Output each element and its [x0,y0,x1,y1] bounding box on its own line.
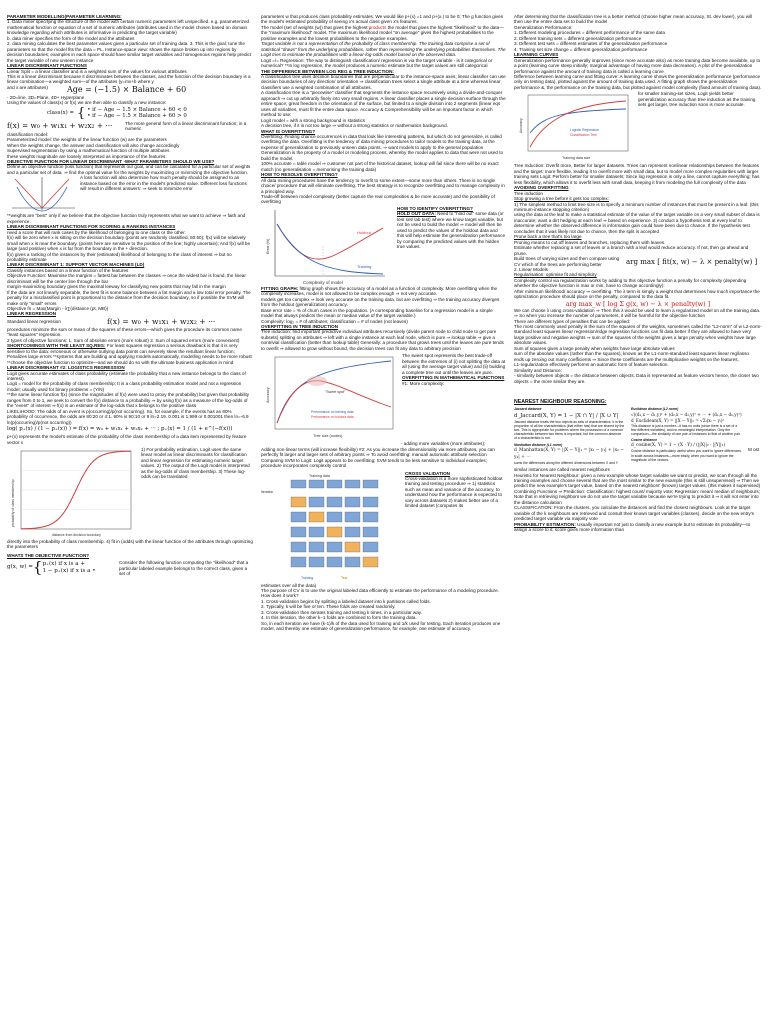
paragraph: After determining that the classification tree is a better method (choose higher mean accuracy, St. dev lower), you will then use the entire data set to build the model [514,14,753,25]
highlight-red: products [368,24,387,30]
cv-test-fold [345,542,360,552]
paragraph: The most commonly used penalty is the sum of the squares of the weights, sometimes called the "L2-norm" of w L2-norm-standard least squares linear regression/ridge regression functions can fit data better if they are allowed to have very large positive and negative weights ⇒ sum of the squares of the weights gives a large penalty when weights have large absolute values. [514,324,762,346]
heading-logreg-vs-tree: THE DIFFERENCE BETWEEN LOG REG & TREE INDUCTION: [261,68,394,74]
paragraph: margin-maximizing boundary gives the maximal leeway for classifying new points that may fall in the margin [7,284,226,290]
cv-fold [327,480,342,488]
heading-overfitting-tree: OVERFITTING IN TREE INDUCTION [261,324,339,330]
paragraph: CLASSIFICATION: From the clusters, you calculate the distances and find the closest neighbours. Look at the target variable of the k neighbours are retrieved and consult their known target variables (classes), decide on the new entry's predicted target variable via majority vote [514,505,754,522]
paragraph: Prune back a tree that's too large [514,234,582,240]
jaccard-title: Jaccard distance [514,407,542,412]
paragraph: - adding more variables (more attributes); [401,441,486,447]
cv-fold [345,480,360,488]
sigmoid-plot [7,447,135,539]
fitting-graph-tree-size [261,353,396,441]
formula-linear-fx-2: f(x) = w₀ + w₁x₁ + w₂x₂ + ··· [107,316,216,326]
paragraph: **weights are "best" only if we believe that the objective function truly represents what we want to achieve ⇒ faith and experience. [7,213,246,224]
paragraph: 2. Linear Models [514,266,548,272]
paragraph: f(x) will be zero when x is sitting on the decision boundary (points are randomly classified, 50:50); f(x) will be relatively small when x is near the boundary. (points here are sensitive to the position of the line; highly uncertain); And f(x) will be large (and positive) when x is far from the boundary in the + direction. [7,235,251,252]
paragraph: A decision tree, if it is not too large ⇒ without a strong statistics or mathematics background. [261,123,448,129]
paragraph: Estimate whether replacing a set of leaves or a branch with a leaf would reduce accuracy. If not, then go ahead and prune. [514,245,749,256]
paragraph: b. data miner specifies the form of the model and the attributes [7,35,135,41]
cv-train-fold [363,527,378,537]
paragraph: A classification tree uses decision boundaries that are perpendicular to the instance-space axes; linear classifier can use decision boundaries of any direction/ orientation ⇒ classification trees select a single attribute at a time whereas linear classifiers use a weighted combination of all attributes. [261,73,506,90]
formula-class-lhs: class(x) = [47,110,74,117]
paragraph: **the same linear function f(x) (since the magnitudes of f(x) were used to proxy the probability) but given that probability ranges from 0 to 1, we seek to convert the f(x) distance to a probability ⇒ by using f(x) as a measure of the log-odds of the "event" of interest ⇒ f(x) is an estimate of the log-odds that x belongs to the positive class [7,392,250,409]
cv-train-fold [345,512,360,522]
paragraph: 100% accurate = table model ⇒ customer not part of the historical dataset, lookup will fail since there will be no exact match (no generalisation = memorising the training data) [261,161,499,172]
cv-train-fold [309,527,324,537]
paragraph: When the weights change, the answer and classification will also change accordingly [7,142,180,148]
paragraph: Combining Functions ⇒ Prediction: Classification: highest count/ majority vote; Regression: mean/ median of neighbours; Note that in retrieving neighbors we do not use the target variable because we're trying to predict it ⇒ it will not enter into the distance calculation [514,488,760,505]
paragraph: After minimum likelihood/ accuracy ⇒ overfitting. The λ term is simply a weight that determines how much importance the optimization procedure should place on the penalty, compared to the data fit. [514,288,760,300]
paragraph: Tree induction: find important predictive individual attributes recursively (divide parent node to child node to get pure subsets) splitting on attributes ⇒ left with a single instance at each leaf node, which is pure ⇒ lookup table ⇒ give a nontrivial classification (better than lookup table) Generally: a procedure that grows trees until the leaves are pure tends to overfit ⇒ allowed to grow without bound, the decision trees can fit any data to arbitrary precision [261,329,504,351]
paragraph: Sum of squares gives a large penalty when weights have large absolute values [514,345,675,351]
paragraph: Similarity and Distance: [514,367,562,373]
cv-train-fold [327,557,342,567]
cv-train-fold [363,542,378,552]
paragraph: Generalization Performance: [514,24,573,30]
paragraph: parameters w that produces class probability estimates. We would like p+(x) =1 and p+(x.) to be 0; The g function gives the model's estimated probability of seeing x's actual class given x's features. [261,14,504,25]
paragraph: and x are attributes) [7,84,48,90]
cv-legend-training: Training [301,575,314,580]
cv-test-fold [327,527,342,537]
heading-identify-overfitting: HOW TO IDENTIFY OVERFITTING? [397,205,473,211]
paragraph: Comparing SVM to Logit: Logit appears to be overfitting; SVM tends to be less sensitive to individual examples; procedure incorporates complexity control [261,457,487,469]
paragraph: directly into the probability of class membership. 4) fit in (odds) with the linear function of the attributes through optimizing the parameters [7,539,253,550]
heading-linear-discriminant: LINEAR DISCRIMINANT FUNCTIONS [7,63,87,69]
paragraph: models get too complex ⇒ look very accurate on the training data, but are overfitting ⇒ the training accuracy diverges from the holdout (generalization) accuracy. [261,296,500,308]
cv-train-fold [345,557,360,567]
cv-train-fold [291,512,306,522]
list-item: 1. Different modeling procedures = different performance of the same data [514,30,665,36]
heading-whats-objective: WHATS THE OBJECTIVE FUNCTION? [7,552,90,558]
paragraph: the model that gives the highest "likelihood" to the data—the "maximum likelihood" model. The maximum likelihood model "on average" gives the highest probabilities to the positive examples and the lowest probabilities to the negative examples. [261,24,504,41]
cv-test-fold [291,497,306,507]
paragraph: A classification tree is a "piecewise" classifier that segments the instance space recursively using a divide-and-conquer approach ⇒ cut up arbitrarily finely into very small regions. A linear classifier places a single decision surface through the entire space; great freedom in the orientation of the surface, but limited to a single division into 2 segments (linear eqs uses all variables, must fit the entire data space. Accuracy & Comprehensibility will be an important factor in which method to use: [261,90,506,118]
graph1-x-label: Complexity of model [303,279,343,285]
sigmoid-x-label: distance from decision boundary [52,533,101,537]
formula-g-row-2: 1 − p₊(x) if x is a • [42,567,96,574]
paragraph: Using the values of class(x) or f(x) we are then able to classify a new instance: [7,100,167,106]
paragraph: Adding non-linear terms (will increase flexibility) #2: As you increase the dimensionality via more attributes, you can perfectly fit larger and larger sets of arbitrary points ⇒ To avoid overfitting: manual/ automatic attribute selection [261,446,495,458]
euclidean-formula: √((d₁,x − d₁,y)² + (d₂,x − d₂,y)² + ⋯ + (dₙ,x − dₙ,y)²) [631,411,742,417]
paragraph: Tree Induction: Overfit more, Better for larger datasets. Trees can represent nonlinear relationships between the features and the target; more flexible, leading it to overfit more with small data, but to model more complex regularities with larger training sets Logit: Perform better for smaller datasets; Since log regression is only a line, cannot capture everything; has less flexibility, which allows it to overfit less with small data, keeping it from modeling the full complexity of the data [514,163,760,185]
cv-train-fold [363,512,378,522]
graph2-x-label: Tree size (nodes) [313,434,343,439]
heading-shortcomings: SHORTCOMINGS WITH THE LEAST SQ.REG: [7,343,106,349]
paragraph: A loss function will also determine how much penalty should be assigned to an instance based on the error in the model's predicted value. Different loss functions will result in different answers: ⇒ seek to minimize error [80,175,247,192]
paragraph: Generalization is the property of a model or modeling process, whereby the model applies to data that were not used to build the model. [261,150,504,161]
cv-train-fold [291,527,306,537]
paragraph: Trade-off between model complexity (better capture the real complexities & be more accurate) and the possibility of overfitting [261,193,495,205]
lc-legend-tree: Classification Tree [570,133,597,138]
paragraph: 2 types of objective functions: 1. Sum of absolute errors (more robust) 2. Sum of squared errors (more convenient) [7,337,240,343]
paragraph: Base error rate = % of churn cases in the population. (A corresponding baseline for a regression model is a simple model that always predicts the mean or median value of the target variable.) [261,307,493,319]
cv-pool-label: Training data [309,473,330,478]
paragraph: Linear Split = a linear classifier and is a weighted sum of the values for various attributes [7,68,187,74]
paragraph: Logit = model for the probability of class membership; It is a class probability estimation model and not a regression model; usually used for binary problems = (Y/N) [7,381,242,392]
paragraph: sum of the absolute values (rather than the squares), known as the L1-norm-standard least squares linear reg/lasso [514,351,749,357]
paragraph: p+(x) represents the model's estimate of the probability of the class membership of a data item represented by feature vector x [7,434,247,445]
paragraph: for smaller training-set sizes, Logit yields better generalization accuracy than tree induction as the training sets get larger, tree induction soon is more accurate. [638,91,756,108]
list-item: 3. Different test sets = different estimates of the generalization performance [514,41,668,47]
paragraph: using the data at the leaf to make a statistical estimate of the value of the target variable on a very small subset of data is inaccurate; want a dirt hedging at each leaf ⇒ based on experience. 2) conduct a hypothesis test at every leaf to determine whether the observed difference in information gain could have been due to chance. If the hypothesis test concludes that it was likely not due to chance, then the split is accepted [514,212,760,234]
graph2-legend-holdout: Performance on holdout data [311,415,354,420]
heading-nearest-neighbour: NEAREST NEIGHBOUR REASONING: [514,399,607,406]
manhattan-description: sums the differences along the different dimensions between X and Y [514,460,619,465]
section-title-parameter-modelling: PARAMETER MODELLING(PARAMETER LEARNING: [7,14,122,19]
paragraph: classification model: [7,131,49,137]
formula-logit: log( p₊(x) / (1 − p₊(x)) ) = f(x) = w₀ + w₁x₁ + w₂x₂ + ··· ; p₊(x) = 1 / (1 + e^(−f(x))) [7,426,233,433]
paragraph: We can choose λ using cross-validation ⇒ Then this λ would be used to learn a regularized model on all the training data. ⇒ So when you increase the number of parameters, it will be harmful for the objective function [514,307,761,319]
paragraph: Define an objective function (loss function) that represents our goal, and can be calculated for a particular set of weights and a particular set of data. ⇒ find the optimal value for the weights by maximizing or minimizing the objective function. [7,164,251,175]
heading-avoiding-overfitting: AVOIDING OVERFITTING [514,185,569,191]
paragraph: The model (set of weights (w)) that gives the highest [261,24,369,30]
paragraph: Heuristic for Nearest Neighbour: given a new example whose target variable we want to predict, we scan through all the training examples and choose several that are the most similar to the new example (this is still unsupervised) ⇒ Then we predict the new example's target value, based on the nearest neighbors' (known) target values. (this makes it supervised) [514,472,761,489]
cosine-formula: d_cosine(X, Y) = 1 − (X · Y) / (||X||₂ · ||Y||₂) [631,443,726,449]
heading-hold-out: HOLD OUT DATA: [397,211,436,217]
list-item: 2. Different training sets = different generalization performance [514,35,642,41]
paragraph: This is a linear discriminant because it discriminates between the classes, and the function of the decision boundary is a linear combination—a weighted sum—of the attributes (y=mx+b where y [7,73,251,85]
heading-overfitting-math: OVERFITTING IN MATHEMATICAL FUNCTIONS [402,375,505,381]
cv-train-fold [327,512,342,522]
paragraph: Logit =/= Regression: The way to distinguish classification/ regression is via the target variable - is it categorical or numerical? **In log regression, the model produces a numeric estimate but the target values are still categorical [261,57,493,69]
paragraph: Tree induction [514,190,543,196]
list-item: 4. Training set size change = different generalization performance [514,46,648,52]
paragraph: procedures minimize the sum or mean of the squares of these errors—which gives the procedure its common name "least squares" regression. [7,326,242,338]
paragraph: Standard linear regression [7,319,61,325]
graph1-training-label: Training [357,263,372,269]
paragraph: L1-regularization effectively performs an automatic form of feature selection. [514,362,669,368]
list-item: 1. Cross-validation begins by splitting a labeled dataset into k partitions called folds. [261,598,431,604]
formula-linear-fx: f(x) = w₀ + w₁x₁ + w₂x₂ + ··· [7,120,113,130]
paragraph: 2. data mining calculates the best parameter values given a particular set of training data. 3. This is the goal; tune the parameters so that the model fits the data = PL. Instance-space view: shows the space broken up into regions by decision boundaries; examples in each space should have similar target variables and homogenous regions help predict the target variable of new unseen instance [7,41,252,63]
sigmoid-note: 1) For probability estimation, Logit uses the same linear model as linear discriminants for classification and linear regression for estimating numeric target values. 2) The output of the Logit model is interpreted as the log-odds of class membership. 3) These log-odds can be translated [141,447,250,480]
paragraph: Stop growing a tree before it gets too complex: [514,196,609,202]
paragraph: Parameterized model: the weights of the linear function (w) are the parameters [7,137,167,143]
manhattan-title: Manhattan distance (L1 norm) [514,442,563,447]
paragraph: Complexity: log₂ = # of attributes; classification = # of nodes (not leaves) [261,318,408,324]
paragraph: If the data are not linearly separable, the best fit is some balance between a fat margin and a low total error penalty. The penalty for a misclassified point is proportional to the distance from the decision boundary, so if possible the SVM will make only "small" errors [7,289,251,306]
formula-regularized-likelihood: arg max_w [ log Σ g(x, w) − λ × penalty(w) ] [565,299,711,308]
heading-resolve-overfitting: HOW TO RESOLVE OVERFITTING? [261,172,338,178]
heading-learning-curves: LEARNING CURVES [514,52,559,58]
formula-age-balance: Age = (−1.5) × Balance + 60 [67,84,187,94]
heading-what-is-overfitting: WHAT IS OVERFITTING? [261,128,316,134]
formula-note: The more general form of a linear discriminant function; in a numeric [125,120,247,132]
euclidean-title: Euclidean distance (L2 norm) [631,407,679,412]
cv-train-fold [309,542,324,552]
paragraph: similar instances are called nearest neighbours [514,467,610,473]
paragraph: estimates over all the data) [261,582,317,588]
fitting-graph-error-complexity [261,206,389,286]
paragraph: The purpose of CV is to use the original labeled data efficiently to estimate the performance of a modeling procedure. [261,588,499,594]
paragraph: LIKELIHOOD: The odds of an event is p(occurring)/p(not occurring). So, for example, if the events has an 80% probability of occurrence, the odds are 80:20 or 4:1. 90% is 90:10 or 9 ln=2.19. 0.001 is 1.999 or 0.001001 then ln=-6.9 ln(p(occurring)/p(not occurring)) [7,408,249,425]
heading-objective-function: OBJECTIVE FUNCTION FOR LINEAR DISCRIMINANT -WHAT PARAMETERS SHOULD WE USE? [7,158,215,164]
heading-cross-validation: CROSS VALIDATION [405,470,451,476]
paragraph: The sweet spot represents the best trade-off between the extremes of (i) not splitting the data at all (using the average target value) and (ii) building a complete tree out until the leaves are pure. [402,353,506,375]
cv-train-fold [309,497,324,507]
heading-svm: LINEAR DISCRIMINANT 1: SUPPORT VECTOR MACHINES (LD) [7,262,145,268]
paragraph: need a score that will rank cases by the likelihood of belonging to one class or the other. [7,229,186,235]
side-note: M ost [748,447,760,453]
paragraph: Complexity control via regularization works by adding to this objective function a penalty for complexity (depending whether the objective function is max or min, have to change accordingly): [514,277,747,289]
loss-function-plot [7,175,77,213]
column-2 [261,14,506,1020]
list-item: 3. Cross-validation then iterates training and testing k times, in a particular way. [261,609,423,615]
likelihood-note: Consider the following function computing the "likelihood" that a particular labeled example belongs to the correct class, given a set of [119,560,249,577]
list-item: 4. In this iteration, the other k−1 folds are combined to form the training data. [261,615,417,621]
cv-train-fold [345,527,360,537]
paragraph: Logit model = with a strong background in statistics [261,117,366,123]
paragraph: these weights magnitude are loosely interpreted as importance of the features: [7,153,167,159]
jaccard-formula: d_Jaccard(X, Y) = 1 − |X ∩ Y| / |X ∪ Y| [514,412,619,419]
heading-logistic-regression: LINEAR DISCRIMINANT #2: LOGISTICS REGRESSION [7,365,125,371]
paragraph: 1) The simplest method to limit tree size is to specify a minimum number of instances that must be present in a leaf. (this minimum-instance stopping criterion) [514,201,759,212]
paragraph: Classify instances based on a linear function of the features [7,267,129,273]
cv-test-fold [363,557,378,567]
cv-iteration-label: Iteration [261,489,274,494]
paragraph: Objective Function: Maximise the margins = fattest bar between the classes ⇒ once the widest bar is found, the linear discriminant will be the center line through the bar [7,273,246,284]
column-3 [514,14,762,1020]
paragraph: There are different types of penalties that can be applied: [514,318,631,324]
formula-g-lhs: g(x, w) = [7,564,33,571]
paragraph: Target variable is not a representation of the probability of class membership. The training data comprise a set of statistical "draws" from the underlying probabilities, rather than representing the underlying probabilities themselves. The Logit tries to estimate the probabilities with a linear-log-odds model based on the observed data. [261,41,506,58]
formula-class-row-2: • if − Age − 1.5 × Balance + 60 > 0 [87,113,187,120]
sigmoid-y-label: probability of class membership [11,479,15,527]
lc-y-label: Accuracy [519,118,523,134]
paragraph: fitting graph shows the accuracy of a model as a function of complexity. More overfitting when the complexity increases, model is not allowed to be complex enough ⇒ not very accurate. [261,285,498,297]
paragraph: #1: More complexity: [402,380,445,386]
lc-legend-logit: Logistic Regression [570,128,599,133]
euclidean-formula-2: d_Euclidean(X, Y) = ||X − Y||₂ = √Σᵢ(xᵢ − yᵢ)² [631,417,725,423]
learning-curve-plot [514,91,632,163]
heading-linear-regression: LINEAR REGRESSION [7,311,57,317]
list-item: 2. Typically, k will be five or ten. These folds are created randomly. [261,604,396,610]
cv-train-fold [327,497,342,507]
paragraph: f(x) gives a ranking of the instances by their (estimated) likelihood of belonging to the class of interest ⇒ but no probability estimate [7,251,232,262]
cv-fold [309,480,324,488]
paragraph: Difference between learning curve and fitting curve: A learning curve shows the generalization performance (performance only on testing data), plotted against the amount of training data used. A fitting graph shows the generalization performance &, the performance on the training data, but plotted against model complexity (fixed amount of training data). [514,73,762,90]
paragraph: - similarity between objects = the distance between objects: Data is represented as feature vectors hence, the closer two objects = the more similar they are. [514,373,759,384]
graph2-sweet-spot: "Sweet spot" [325,390,346,395]
cv-train-fold [291,542,306,552]
cosine-description: Cosine distance is particularly useful when you want to ignore differences in scale across instances—more easily, when you want to ignore the magnitude of the vectors. [631,449,742,462]
formula-class-row-1: • if − Age − 1.5 × Balance + 60 < 0 [87,106,187,113]
paragraph: Cross-validation is a more sophisticated holdout training and testing procedure ⇒ 1) statistics such as mean and variance of the accuracy, to understand how the performance is expected to vary across datasets 2) makes better use of a limited dataset (computes its [405,476,503,509]
cv-train-fold [291,557,306,567]
formula-regularization: arg max [ fit(x, w) − λ × penalty(w) ] [626,257,758,266]
paragraph: Objective fn = Max(Margin - λ∑(distance (pt, MB)) [7,306,109,312]
cv-legend-test: Test [341,575,348,580]
graph2-legend-training: Performance on training data [311,410,354,415]
paragraph: For least squares regression a serious drawback is that it is very sensitive to the data: erroneous or otherwise outlying data points can severely skew the resultant linear function; Penalizes large errors **systems that are building and applying models automatically, modelling needs to be more robust **choose the objective function to optimize—and we should do so with the ultimate business application in mind [7,343,252,365]
paragraph: So, in each iteration we have (k-1)/k of the data used for training and 1/k used for testing. Each iteration produces one model, and thereby one estimate of generalization performance, for example, one estimate of accuracy. [261,620,501,632]
cosine-title: Cosine distance [631,438,658,443]
paragraph: - 2D=line, 3D=Plane, 4D+ Hyperplane [7,94,85,100]
paragraph: Logit gives accurate estimates of class probability (estimate the probability that a new instance belongs to the class of interest). [7,370,246,382]
paragraph: How does it work? [261,593,299,599]
cv-fold [291,480,306,488]
formula-g-row-1: p₊(x) if x is a + [42,560,86,567]
paragraph: ends up zeroing out many coefficients ⇒ Since these coefficients are the multiplicative weights on the features, [514,356,739,362]
paragraph: Need to "hold out" some data (or test set/ lab test) where we know target variable, but not be used to build the model ⇒ model will then be used to predict the values of the holdout data and this will help estimate the generalization performance by comparing the predicted values with the hidden true values. [397,211,506,250]
paragraph: Regularisation: optimise fit and simplicity [514,272,597,278]
paragraph: Generalization performance generally improves (since more accurate also) as more training data become available, up to a point (learning curve steep initially; marginal advantage of having more data decreases). A plot of the generalization performance against the amount of training data is called a learning curve [514,57,761,74]
paragraph: Pruning means to cut off leaves and branches, replacing them with leaves. [514,239,666,245]
paragraph: Build trees of varying sizes and then compare using CV which of the trees are performing better [514,256,620,267]
cv-fold [363,480,378,488]
graph1-y-label: Error (%) [266,238,270,254]
paragraph: All data mining procedures have the tendency to overfit to some extent—some more than others. There is no single choice/ procedure that will eliminate overfitting. The best strategy is to recognize overfitting and to manage complexity in a principled way. [261,177,505,194]
cv-test-fold [309,512,324,522]
paragraph: 1. Data miner specifying the structure of the model with certain numeric parameters left unspecified. e.g. parameterized mathematical function or equation of a set of numeric attributes (attributes used in the model chosen based on domain knowledge regarding which attributes is informative in predicting the target variable) [7,19,250,36]
cv-train-fold [309,557,324,567]
cv-train-fold [363,497,378,507]
cross-validation-diagram [261,471,399,583]
column-1: PARAMETER MODELLING(PARAMETER LEARNING: 1. Data miner specifying the structure of the model with certain numeric parameters left unspecified. e.g. parameterized mathematical function or equation of a set of numeric attributes (attributes used in the model chosen based on domain knowledge regarding which attributes is informative in predicting the target variable) b. data miner specifies the form of the model and the attributes 2. data mining calculates the best parameter values given a particular set of training data. 3. This is the goal; tune the parameters so that the model fits the data = PL. Instance-space view: shows the space broken up into regions by decision boundaries; examples in each space should have similar target variables and homogenous regions help predict the target variable of new unseen instance LINEAR DISCRIMINANT FUNCTIONS Linear Split = a linear classifier and is a weighted sum of the values for various attributes This is a linear discriminant because it discriminates between the classes, and the function of the decision boundary is a linear combination—a weighted sum—of the attributes (y=mx+b where y and x are attributes) Age = (−1.5) × Balance + 60 - 2D=line, 3D=Plane, 4D+ Hyperplane Using the values of class(x) or f(x) we are then able to classify a new instance: class(x) = { • if − Age − 1.5 × Balance + 60 < 0 • if − Age − 1.5 × Balance + 60 > 0 f(x) = w₀ + w₁x₁ + w₂x₂ + ··· The more general form of a linear discriminant function; in a numeric classification model: Parameterized model: the weights of the linear function (w) are the parameters When the weights change, the answer and classification will also change accordingly Supervised segmentation by using a mathematical function of multiple attributes these weights magnitude are loosely interpreted as importance of the features: OBJECTIVE FUNCTION FOR LINEAR DISCRIMINANT -WHAT PARAMETERS SHOULD WE USE? Define an objective function (loss function) that represents our goal, and can be calculated for a particular set of weights and a particular set of data. ⇒ find the optimal value for the weights by maximizing or minimizing the objective function. A loss function will also determine how much penalty should be assigned to an instance based on the error in the model's predicted value. Different loss functions will result in different answers: ⇒ seek to minimize error **weights are "best" only if we believe that the objective function truly represents what we want to achieve ⇒ faith and experience. LINEAR DISCRIMINANT FUNCTIONS FOR SCORING & RANKING INSTANCES need a score that will rank cases by the likelihood of belonging to one class or the other. f(x) will be zero when x is sitting on the decision boundary (points are randomly classified, 50:50); f(x) will be relatively small when x is near the boundary. (points here are sensitive to the position of the line; highly uncertain); And f(x) will be large (and positive) when x is far from the boundary in the + direction. f(x) gives a ranking of the instances by their (estimated) likelihood of belonging to the class of interest ⇒ but no probability estimate LINEAR DISCRIMINANT 1: SUPPORT VECTOR MACHINES (LD) Classify instances based on a linear function of the features Objective Function: Maximise the margins = fattest bar between the classes ⇒ once the widest bar is found, the linear discriminant will be the center line through the bar margin-maximizing boundary gives the maximal leeway for classifying new points that may fall in the margin If the data are not linearly separable, the best fit is some balance between a fat margin and a low total error penalty. The penalty for a misclassified point is proportional to the distance from the decision boundary, so if possible the SVM will make only "small" errors Objective fn = Max(Margin - λ∑(distance (pt, MB)) LINEAR REGRESSION Standard linear regression f(x) = w₀ + w₁x₁ + w₂x₂ + ··· procedures minimize the sum or mean of the squares of these errors—which gives the procedure its common name "least squares" regression. 2 types of objective functions: 1. Sum of absolute errors (more robust) 2. Sum of squared errors (more convenient) SHORTCOMINGS WITH THE LEAST SQ.REG: For least squares regression a serious drawback is that it is very sensitive to the data: erroneous or otherwise outlying data points can severely skew the resultant linear function; Penalizes large errors **systems that are building and applying models automatically, modelling needs to be more robust **choose the objective function to optimize—and we should do so with the ultimate business application in mind LINEAR DISCRIMINANT #2: LOGISTICS REGRESSION Logit gives accurate estimates of class probability (estimate the probability that a new instance belongs to the class of interest). Logit = model for the probability of class membership; It is a class probability estimation model and not a regression model; usually used for binary problems = (Y/N) **the same linear function f(x) (since the magnitudes of f(x) were used to proxy the probability) but given that probability ranges from 0 to 1, we seek to convert the f(x) distance to a probability ⇒ by using f(x) as a measure of the log-odds of the "event" of interest ⇒ f(x) is an estimate of the log-odds that x belongs to the positive class LIKELIHOOD: The odds of an event is p(occurring)/p(not occurring). So, for example, if the events has an 80% probability of occurrence, the odds are 80:20 or 4:1. 90% is 90:10 or 9 ln=2.19. 0.001 is 1.999 or 0.001001 then ln=-6.9 ln(p(occurring)/p(not occurring)) log( p₊(x) / (1 − p₊(x)) ) = f(x) = w₀ + w₁x₁ + w₂x₂ + ··· ; p₊(x) = 1 / (1 + e^(−f(x))) p+(x) represents the model's estimate of the probability of the class membership of a data item represented by feature vector x probability of class membership distance from decision boundary 1) For probability estimation, Logit uses the same linear model as linear discriminants for classification and linear regression for estimating numeric target values. 2) The output of the Logit model is interpreted as the log-odds of class membership. 3) These log-odds can be translated directly into the probability of class membership. 4) fit in (odds) with the linear function of the attributes through optimizing the parameters WHATS THE OBJECTIVE FUNCTION? g(x, w) = { p₊(x) if x is a + 1 − p₊(x) if x is a • Consider the following function computing the "likelihood" that a particular labeled example belongs to the correct class, given a set of [7,14,253,577]
heading-probability-estimation: PROBABILITY ESTIMATION: [514,521,576,527]
cv-train-fold [327,542,342,552]
jaccard-description: Jaccard distance treats the two objects as sets of characteristics. It is the proportion of all the characteristics (that either has) that are shared by the two. This is appropriate for problems where the possession of a common characteristic between two items is important, but the common absence of a characteristic is not. [514,419,625,441]
graph2-y-label: Accuracy [266,387,270,404]
paragraph: Overfitting: Finding chance occurrences in data that look like interesting patterns, but which do not generalize, is called overfitting the data. Overfitting is the tendency of data mining procedures to tailor models to the training data, at the expense of generalization to previously unseen data points. ⇒ want models to apply to the general population [261,133,502,150]
cv-train-fold [345,497,360,507]
heading-fitting-graph: FITTING GRAPH: [261,285,299,291]
paragraph: Usually important not just to classify a new example but to estimate its probability—to assign a score to it; score gives more information than [514,521,751,533]
heading-scoring-ranking: LINEAR DISCRIMINANT FUNCTIONS FOR SCORING & RANKING INSTANCES [7,224,176,230]
manhattan-formula: d_Manhattan(X, Y) = ||X − Y||₁ = |x₁ − y₁| + |x₂ − y₂| + ⋯ [514,447,624,460]
paragraph: Supervised segmentation by using a mathematical function of multiple attributes [7,148,170,154]
euclidean-description: This distance is just a number—it has no units (since there is a set of a few different variables), and no meaningful interpretation. Only the comparison—the similarity of one pair of instances to that of another pair. [631,423,741,437]
graph1-holdout-label: Holdout [357,229,371,235]
lc-x-label: Training data size [562,156,591,161]
